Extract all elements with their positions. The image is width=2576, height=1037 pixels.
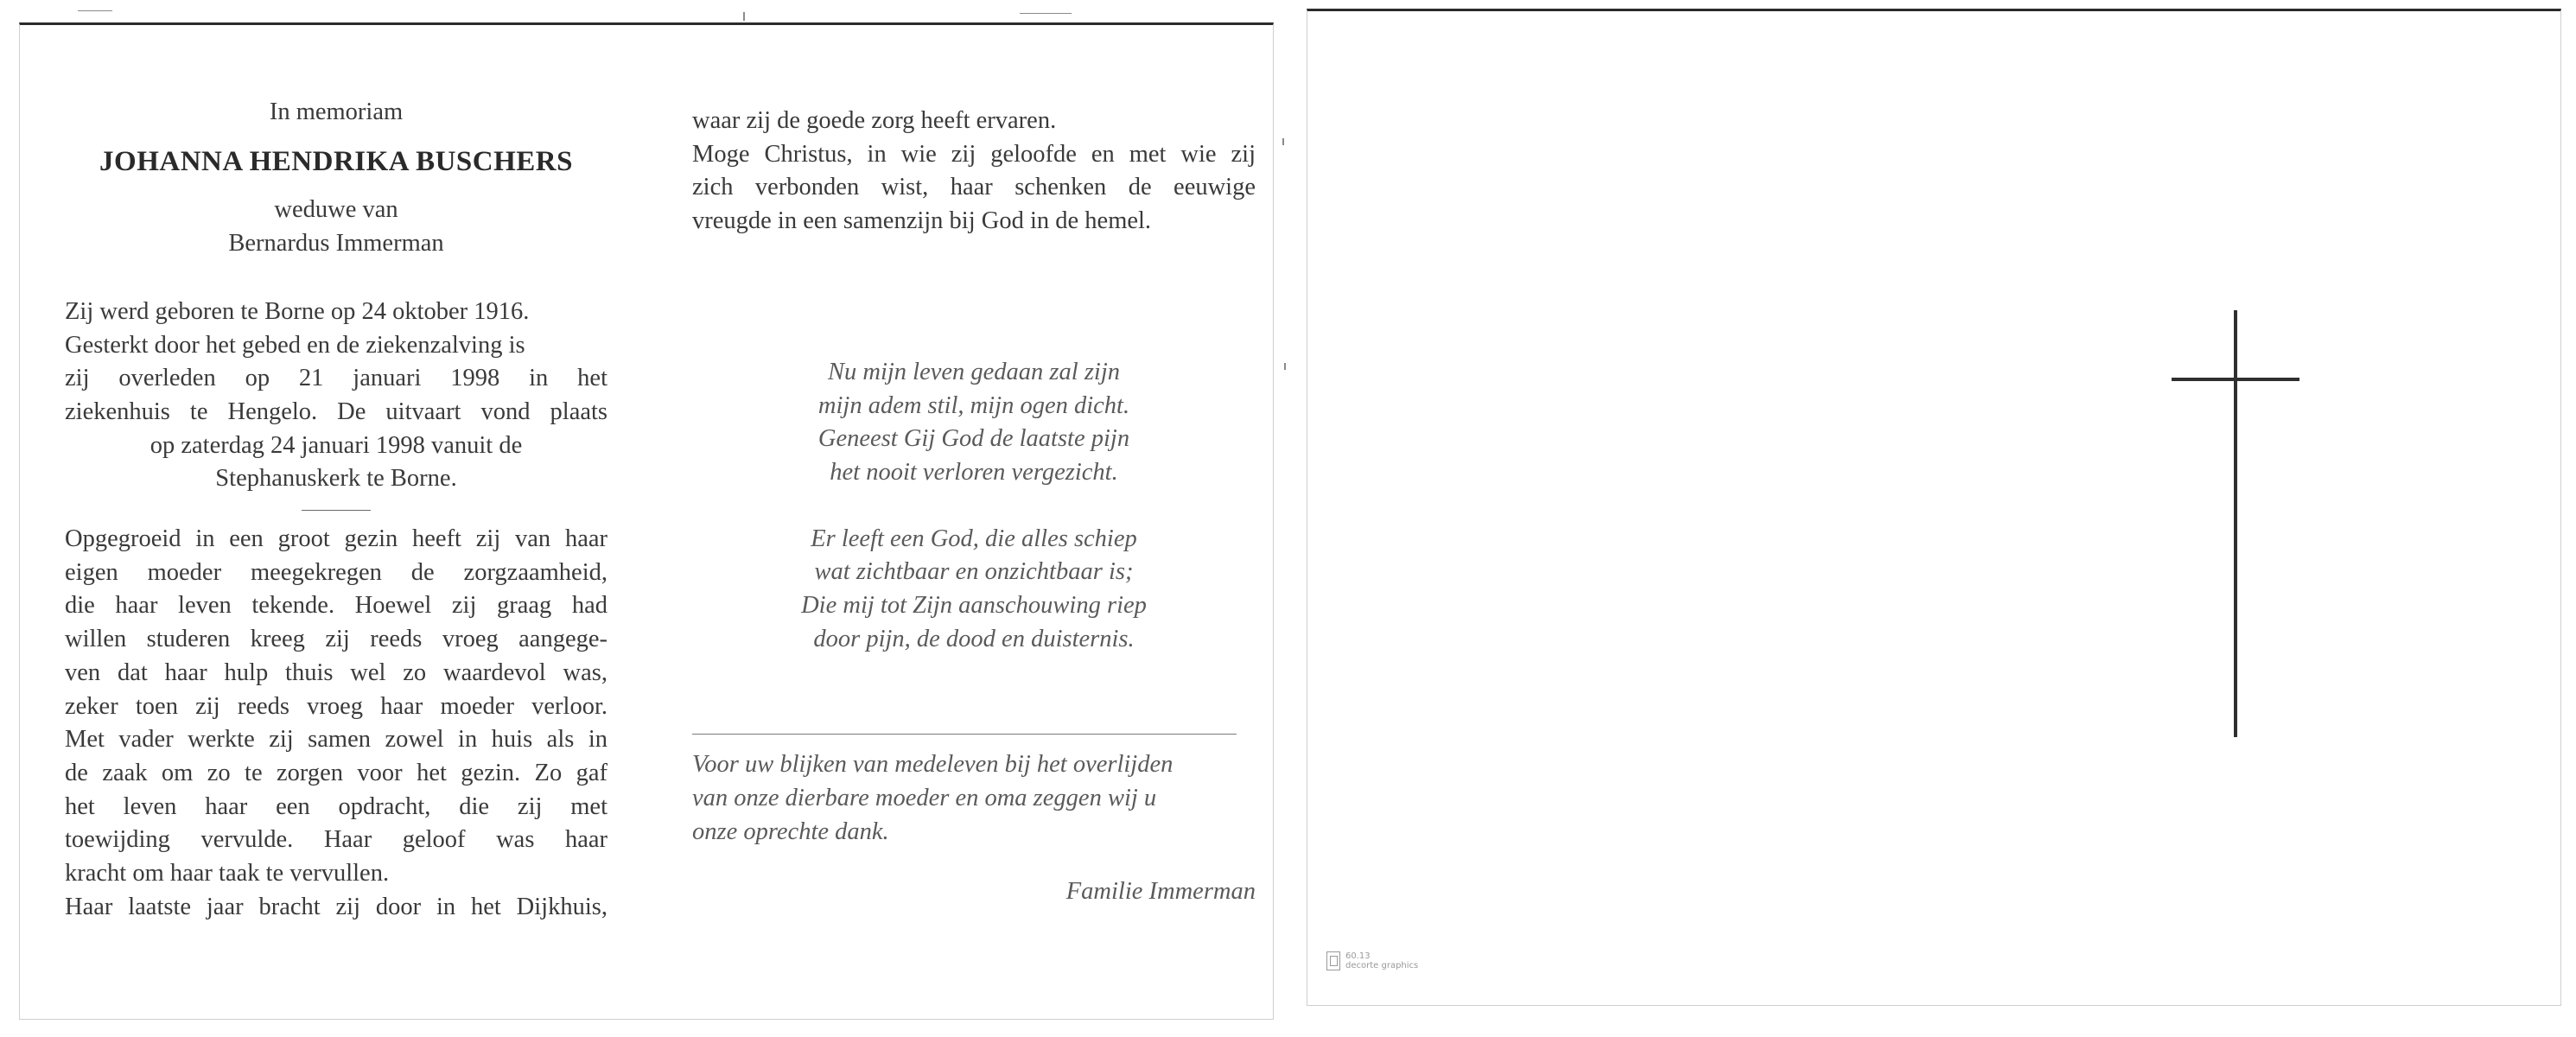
- memorial-card-cross-page: [1307, 9, 2561, 1006]
- text-line: van onze dierbare moeder en oma zeggen wij u: [692, 785, 1157, 812]
- poem-line: mijn adem stil, mijn ogen dicht.: [817, 391, 1130, 419]
- poem-line: Er leeft een God, die alles schiep: [811, 525, 1137, 552]
- text-line: ven dat haar hulp thuis wel zo waardevol was,: [65, 658, 607, 686]
- spouse-name: Bernardus Immerman: [228, 230, 444, 258]
- text-line: eigen moeder meegekregen de zorgzaamheid,: [65, 558, 607, 586]
- printer-text: [1345, 951, 1418, 970]
- poem-line: door pijn, de dood en duisternis.: [813, 625, 1135, 652]
- scan-mark: [1284, 363, 1286, 370]
- printer-name: decorte graphics: [1345, 961, 1419, 970]
- text-line: Stephanuskerk te Borne.: [215, 465, 457, 493]
- biography-paragraph-1: [65, 296, 607, 496]
- text-line: Haar laatste jaar bracht zij door in het Dijkhuis,: [65, 893, 607, 920]
- text-line: onze oprechte dank.: [692, 818, 889, 845]
- deceased-name: JOHANNA HENDRIKA BUSCHERS: [99, 145, 573, 177]
- text-line: Opgegroeid in een groot gezin heeft zij van haar: [65, 525, 607, 553]
- poem-stanza-2: [692, 523, 1256, 657]
- printer-logo-icon: [1326, 951, 1340, 970]
- text-line: vreugde in een samenzijn bij God in de hemel.: [692, 207, 1152, 235]
- family-signature: Familie Immerman: [1065, 877, 1256, 905]
- thank-you-note: [692, 748, 1256, 849]
- scan-mark: [743, 12, 745, 21]
- poem-stanza-1: [692, 356, 1256, 490]
- text-line: het leven haar een opdracht, die zij met: [65, 792, 607, 820]
- scan-mark: [1282, 138, 1284, 145]
- cross-vertical-beam: [2234, 310, 2237, 737]
- text-line: ziekenhuis te Hengelo. De uitvaart vond plaats: [65, 398, 607, 425]
- text-line: willen studeren kreeg zij reeds vroeg aangege-: [65, 626, 607, 653]
- cross-horizontal-beam: [2172, 378, 2299, 381]
- poem-line: het nooit verloren vergezicht.: [830, 458, 1118, 486]
- scan-mark: [78, 10, 112, 11]
- thanks-divider: [692, 734, 1237, 735]
- text-line: Voor uw blijken van medeleven bij het overlijden: [692, 751, 1174, 779]
- scan-mark: [1020, 13, 1072, 14]
- spouse-label: weduwe van: [274, 196, 398, 224]
- section-divider: [302, 510, 371, 511]
- text-line: Zij werd geboren te Borne op 24 oktober 1916.: [65, 297, 530, 325]
- poem-line: Die mij tot Zijn aanschouwing riep: [801, 592, 1147, 620]
- text-line: de zaak om zo te zorgen voor het gezin. Zo gaf: [65, 759, 607, 786]
- text-line: waar zij de goede zorg heeft ervaren.: [692, 107, 1057, 134]
- printer-imprint: [1326, 951, 1418, 970]
- poem-line: Geneest Gij God de laatste pijn: [817, 425, 1130, 453]
- text-line: Met vader werkte zij samen zowel in huis als in: [65, 726, 607, 754]
- text-line: Gesterkt door het gebed en de ziekenzalving is: [65, 331, 525, 359]
- text-line: op zaterdag 24 januari 1998 vanuit de: [149, 431, 523, 459]
- text-line: zeker toen zij reeds vroeg haar moeder verloor.: [65, 692, 607, 720]
- poem-line: Nu mijn leven gedaan zal zijn: [827, 358, 1120, 385]
- text-line: zich verbonden wist, haar schenken de eeuwige: [692, 174, 1256, 201]
- left-column: [65, 96, 607, 924]
- poem-line: wat zichtbaar en onzichtbaar is;: [814, 558, 1134, 586]
- memorial-card-text-page: [19, 22, 1274, 1020]
- text-line: Moge Christus, in wie zij geloofde en met wie zij: [692, 140, 1256, 168]
- text-line: zij overleden op 21 januari 1998 in het: [65, 365, 607, 392]
- text-line: toewijding vervulde. Haar geloof was haar: [65, 826, 607, 854]
- biography-paragraph-3: [692, 105, 1256, 239]
- in-memoriam-heading: In memoriam: [269, 99, 404, 125]
- text-line: kracht om haar taak te vervullen.: [65, 860, 390, 887]
- right-column: [692, 105, 1256, 908]
- printer-code: 60.13: [1345, 951, 1371, 961]
- biography-paragraph-2: [65, 523, 607, 924]
- text-line: die haar leven tekende. Hoewel zij graag had: [65, 592, 607, 620]
